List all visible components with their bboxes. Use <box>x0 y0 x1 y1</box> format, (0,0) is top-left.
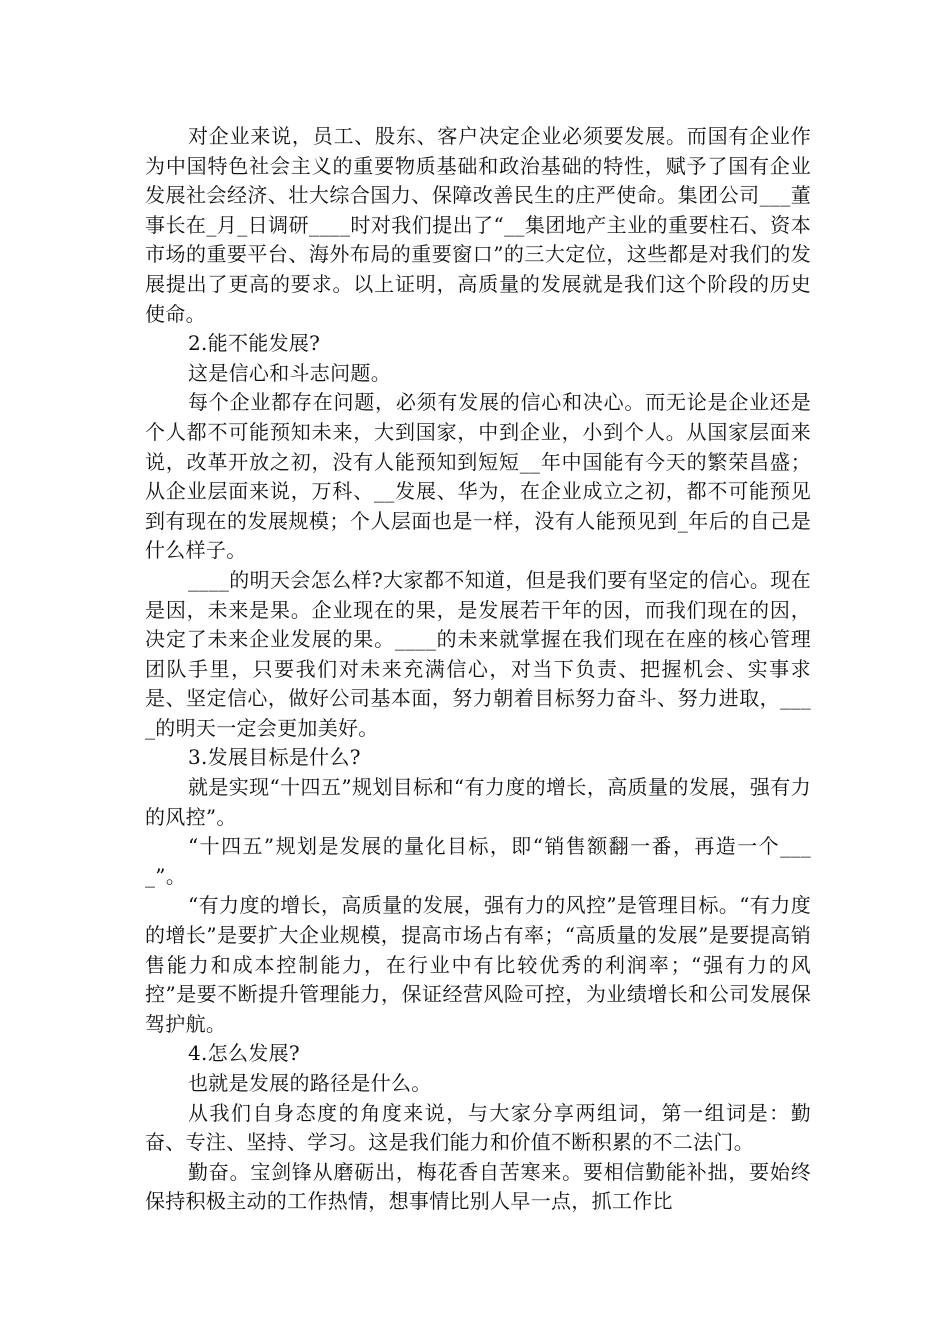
paragraph: 勤奋。宝剑锋从磨砺出，梅花香自苦寒来。要相信勤能补拙，要始终保持积极主动的工作热情，想事情比别人早一点，抓工作比 <box>145 1159 811 1214</box>
document-body <box>145 122 811 1217</box>
paragraph: ____的明天会怎么样?大家都不知道，但是我们要有坚定的信心。现在是因，未来是果。企业现在的果，是发展若干年的因，而我们现在的因，决定了未来企业发展的果。____的未来就掌握在我们现在在座的核心管理团队手里，只要我们对未来充满信心，对当下负责、把握机会、实事求是、坚定信心，做好公司基本面，努力朝着目标努力奋斗、努力进取，____的明天一定会更加美好。 <box>145 567 811 740</box>
section-heading: 2.能不能发展? <box>188 331 321 356</box>
section-heading: 3.发展目标是什么? <box>188 745 361 770</box>
paragraph: “十四五”规划是发展的量化目标，即“销售额翻一番，再造一个____”。 <box>145 834 811 888</box>
section-heading: 4.怎么发展? <box>188 1041 300 1066</box>
paragraph: 就是实现“十四五”规划目标和“有力度的增长，高质量的发展，强有力的风控”。 <box>145 775 811 829</box>
paragraph: 从我们自身态度的角度来说，与大家分享两组词，第一组词是：勤奋、专注、坚持、学习。这是我们能力和价值不断积累的不二法门。 <box>145 1100 811 1155</box>
paragraph: 对企业来说，员工、股东、客户决定企业必须要发展。而国有企业作为中国特色社会主义的重要物质基础和政治基础的特性，赋予了国有企业发展社会经济、壮大综合国力、保障改善民生的庄严使命。集团公司___董事长在_月_日调研____时对我们提出了“__集团地产主业的重要柱石、资本市场的重要平台、海外布局的重要窗口”的三大定位，这些都是对我们的发展提出了更高的要求。以上证明，高质量的发展就是我们这个阶段的历史使命。 <box>145 124 811 326</box>
paragraph: 也就是发展的路径是什么。 <box>188 1071 432 1095</box>
paragraph: 每个企业都存在问题，必须有发展的信心和决心。而无论是企业还是个人都不可能预知未来，大到国家，中到企业，小到个人。从国家层面来说，改革开放之初，没有人能预知到短短__年中国能有今天的繁荣昌盛；从企业层面来说，万科、__发展、华为，在企业成立之初，都不可能预见到有现在的发展规模；个人层面也是一样，没有人能预见到_年后的自己是什么样子。 <box>145 390 811 563</box>
paragraph: “有力度的增长，高质量的发展，强有力的风控”是管理目标。“有力度的增长”是要扩大企业规模，提高市场占有率；“高质量的发展”是要提高销售能力和成本控制能力，在行业中有比较优秀的利润率；“强有力的风控”是要不断提升管理能力，保证经营风险可控，为业绩增长和公司发展保驾护航。 <box>145 893 811 1036</box>
paragraph: 这是信心和斗志问题。 <box>188 360 391 385</box>
